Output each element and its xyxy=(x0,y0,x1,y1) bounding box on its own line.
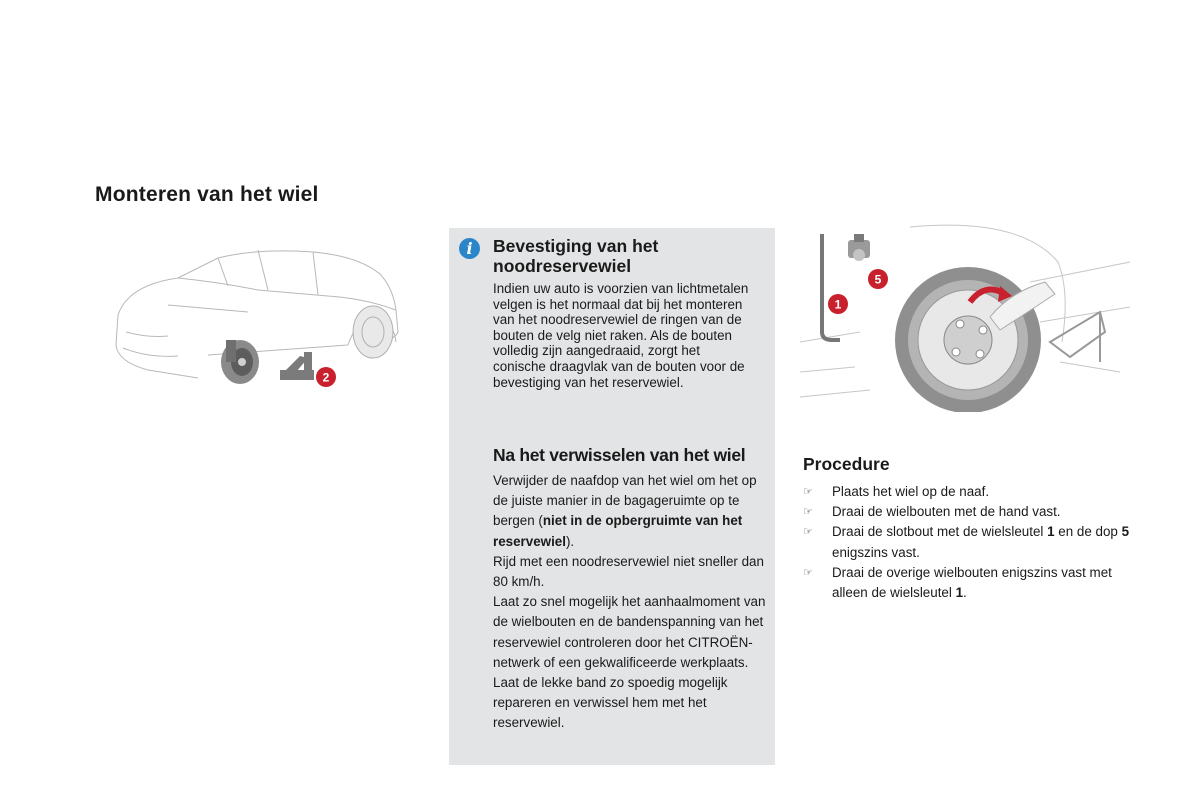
swap-text-5: Laat de lekke band zo spoedig mogelijk repareren en verwissel hem met het reservewiel. xyxy=(493,675,728,731)
procedure-step xyxy=(803,522,1133,562)
step-text: enigszins vast. xyxy=(832,544,920,560)
car-jack-illustration xyxy=(108,240,408,400)
swap-text-3: Rijd met een noodreservewiel niet sneller dan 80 km/h. xyxy=(493,553,764,590)
step-ref-wrench: 1 xyxy=(955,585,964,601)
swap-text-4: Laat zo snel mogelijk het aanhaalmoment van de wielbouten en de bandenspanning van het reservewiel controleren door het CITROËN-netwerk of een gekwalificeerde werkplaats. xyxy=(493,594,766,670)
wheel-wrench-illustration xyxy=(800,222,1132,412)
info-icon: i xyxy=(459,238,480,259)
callout-1: 1 xyxy=(834,297,842,312)
callout-5: 5 xyxy=(874,272,882,287)
swap-heading: Na het verwisselen van het wiel xyxy=(493,445,746,465)
info-heading: Bevestiging van het noodreservewiel xyxy=(493,236,659,276)
step-text: Draai de wielbouten met de hand vast. xyxy=(832,504,1061,520)
procedure-step xyxy=(803,482,1133,502)
pointing-hand-icon: ☞ xyxy=(803,526,813,539)
info-body: Indien uw auto is voorzien van lichtmetalen velgen is het normaal dat bij het monteren van het noodreservewiel de ringen van de bouten de velg niet raken. Als de bouten volledig zijn aangedraaid, zorgt het conische draagvlak van de bouten voor de bevestiging van het reservewiel. xyxy=(493,281,749,390)
callout-2: 2 xyxy=(322,370,330,385)
step-text: Plaats het wiel op de naaf. xyxy=(832,484,990,499)
swap-text-bold: niet in de opbergruimte van het reservewiel xyxy=(493,513,743,549)
info-panel xyxy=(449,228,775,765)
page-title: Monteren van het wiel xyxy=(95,183,319,206)
pointing-hand-icon: ☞ xyxy=(803,566,813,579)
swap-text-1: Verwijder de naafdop van het wiel om het op de juiste manier in de bagageruimte op te bergen ( xyxy=(493,473,757,529)
pointing-hand-icon: ☞ xyxy=(803,486,813,498)
swap-body xyxy=(493,471,773,734)
step-text: . xyxy=(963,585,967,601)
procedure-steps xyxy=(803,482,1133,603)
step-text: Draai de overige wielbouten enigszins vast met alleen de wielsleutel xyxy=(832,564,1112,601)
step-text: Draai de slotbout met de wielsleutel xyxy=(832,524,1048,540)
pointing-hand-icon: ☞ xyxy=(803,506,813,519)
procedure-step xyxy=(803,563,1133,603)
step-ref-cap: 5 xyxy=(1121,524,1130,540)
step-ref-wrench: 1 xyxy=(1047,524,1055,540)
swap-text-2: ). xyxy=(565,533,575,549)
step-text: en de dop xyxy=(1054,524,1122,540)
procedure-heading: Procedure xyxy=(803,454,890,474)
procedure-step xyxy=(803,502,1133,522)
